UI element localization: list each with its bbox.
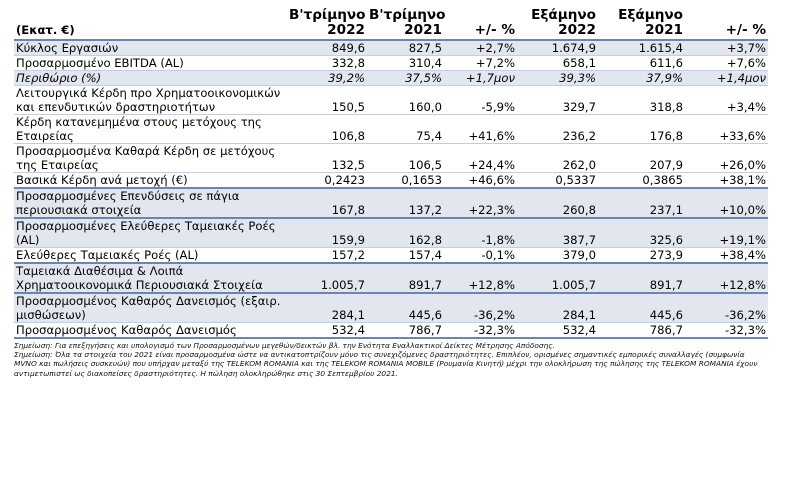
cell-change: +33,6% (719, 129, 766, 143)
cell-value: 106,8 (331, 129, 365, 143)
cell-change: -1,8% (444, 218, 517, 248)
cell-value: 260,8 (517, 188, 598, 218)
cell-value: 176,8 (649, 129, 683, 143)
cell-value: 387,7 (517, 218, 598, 248)
row-label: Βασικά Κέρδη ανά μετοχή (€) (16, 173, 188, 187)
header-q2-2021-line2: 2021 (404, 22, 442, 38)
cell-value: 0,5337 (555, 173, 596, 187)
header-h-change (685, 8, 768, 40)
row-label: Κέρδη κατανεμημένα στους μετόχους της Εταιρείας (16, 115, 262, 143)
cell-value: 157,2 (331, 248, 365, 262)
cell-value: 786,7 (649, 323, 683, 337)
cell-value: 39,3% (517, 71, 598, 86)
row-label: Προσαρμοσμένα Καθαρά Κέρδη σε μετόχους της Εταιρείας (16, 144, 276, 172)
table-row (14, 293, 768, 323)
table-row (14, 56, 768, 71)
cell-change: +2,7% (444, 40, 517, 56)
table-row (14, 263, 768, 293)
header-q2-2022 (287, 8, 367, 40)
cell-value: 329,7 (562, 100, 596, 114)
cell-value: 262,0 (562, 158, 596, 172)
header-h1-2021-line1: Εξάμηνο (618, 7, 683, 23)
cell-value: 827,5 (367, 40, 444, 56)
cell-change: +41,6% (468, 129, 515, 143)
header-q-change-label: +/- % (474, 22, 515, 38)
header-h1-2021 (598, 8, 685, 40)
cell-value: 1.005,7 (287, 263, 367, 293)
cell-change: +22,3% (444, 188, 517, 218)
header-q-change (444, 8, 517, 40)
table-row (14, 40, 768, 56)
cell-change: +26,0% (719, 158, 766, 172)
cell-value: 532,4 (562, 323, 596, 337)
cell-value: 284,1 (517, 293, 598, 323)
cell-value: 611,6 (649, 56, 683, 70)
table-row (14, 86, 768, 115)
row-label: Περιθώριο (%) (14, 71, 287, 86)
table-row (14, 188, 768, 218)
cell-value: 237,1 (598, 188, 685, 218)
cell-value: 1.615,4 (598, 40, 685, 56)
cell-value: 325,6 (598, 218, 685, 248)
header-h-change-label: +/- % (725, 22, 766, 38)
table-row (14, 173, 768, 189)
cell-change: -32,3% (473, 323, 515, 337)
row-label: Ελεύθερες Ταμειακές Ροές (AL) (16, 248, 199, 262)
cell-value: 273,9 (649, 248, 683, 262)
header-q2-2022-line2: 2022 (327, 22, 365, 38)
cell-value: 891,7 (367, 263, 444, 293)
cell-change: +24,4% (468, 158, 515, 172)
row-label: Λειτουργικά Κέρδη προ Χρηματοοικονομικών και επενδυτικών δραστηριοτήτων (16, 86, 281, 114)
cell-change: +19,1% (685, 218, 768, 248)
header-unit-label: (Εκατ. €) (16, 23, 75, 37)
cell-value: 445,6 (367, 293, 444, 323)
cell-value: 658,1 (562, 56, 596, 70)
cell-value: 0,2423 (324, 173, 365, 187)
footnotes (14, 341, 768, 378)
cell-value: 332,8 (331, 56, 365, 70)
cell-change: +38,1% (719, 173, 766, 187)
header-q2-2021 (367, 8, 444, 40)
cell-change: -5,9% (481, 100, 515, 114)
financial-results-table (14, 8, 768, 339)
header-row (14, 8, 768, 40)
cell-value: 75,4 (416, 129, 442, 143)
cell-value: 1.674,9 (517, 40, 598, 56)
table-row (14, 248, 768, 264)
header-q2-2022-line1: Β'τρίμηνο (289, 7, 366, 23)
row-label: Κύκλος Εργασιών (14, 40, 287, 56)
row-label: Προσαρμοσμένες Ελεύθερες Ταμειακές Ροές (AL) (14, 218, 287, 248)
header-q2-2021-line1: Β'τρίμηνο (369, 7, 446, 23)
cell-value: 379,0 (562, 248, 596, 262)
footnote-continuing-operations: Σημείωση: Όλα τα στοιχεία του 2021 είναι προσαρμοσμένα ώστε να αντικατοπτρίζουν μόνο τις συνεχιζόμενες δραστηριότητες. Επιπλέον, ορισμένες σημαντικές εμπορικές συναλλαγές (συμφωνία MVNO και πωλήσεις συσκευών) που υπήρχαν μεταξύ της TELEKOM ROMANIA και της TELEKOM ROMANIA MOBILE (Ρουμανία Κινητή) μέχρι την ολοκλήρωση της πώλησης της TELEKOM ROMANIA έχουν αντιμετωπιστεί ως διακοπείσες δραστηριότητες. Η πώληση ολοκληρώθηκε στις 30 Σεπτεμβρίου 2021. (14, 350, 758, 378)
cell-change: +12,8% (685, 263, 768, 293)
cell-value: 310,4 (408, 56, 442, 70)
cell-value: 106,5 (408, 158, 442, 172)
cell-change: -32,3% (724, 323, 766, 337)
cell-value: 0,1653 (401, 173, 442, 187)
cell-value: 207,9 (649, 158, 683, 172)
row-label: Προσαρμοσμένο EBITDA (AL) (16, 56, 184, 70)
cell-value: 157,4 (408, 248, 442, 262)
cell-change: +1,7μον (444, 71, 517, 86)
cell-value: 37,5% (367, 71, 444, 86)
cell-change: +7,6% (726, 56, 766, 70)
header-h1-2022-line2: 2022 (558, 22, 596, 38)
table-row (14, 323, 768, 339)
results-table-container (14, 8, 768, 378)
cell-change: +12,8% (444, 263, 517, 293)
cell-change: +46,6% (468, 173, 515, 187)
cell-value: 318,8 (649, 100, 683, 114)
cell-change: +3,7% (685, 40, 768, 56)
row-label: Προσαρμοσμένος Καθαρός Δανεισμός (εξαιρ. μισθώσεων) (14, 293, 287, 323)
cell-change: -0,1% (481, 248, 515, 262)
header-unit (14, 8, 287, 40)
cell-value: 159,9 (287, 218, 367, 248)
cell-change: +3,4% (726, 100, 766, 114)
table-row (14, 144, 768, 173)
row-label: Προσαρμοσμένος Καθαρός Δανεισμός (16, 323, 237, 337)
cell-change: -36,2% (444, 293, 517, 323)
header-h1-2022 (517, 8, 598, 40)
cell-change: +10,0% (685, 188, 768, 218)
cell-value: 162,8 (367, 218, 444, 248)
cell-value: 150,5 (331, 100, 365, 114)
cell-change: +38,4% (719, 248, 766, 262)
cell-change: +1,4μον (685, 71, 768, 86)
row-label: Ταμειακά Διαθέσιμα & Λοιπά Χρηματοοικονομικά Περιουσιακά Στοιχεία (14, 263, 287, 293)
footnote-adjusted-metrics: Σημείωση: Για επεξηγήσεις και υπολογισμό των Προσαρμοσμένων μεγεθών/δεικτών βλ. την Ενότητα Εναλλακτικοί Δείκτες Μέτρησης Απόδοσης. (14, 341, 555, 350)
header-h1-2021-line2: 2021 (645, 22, 683, 38)
cell-value: 132,5 (331, 158, 365, 172)
header-h1-2022-line1: Εξάμηνο (531, 7, 596, 23)
cell-value: 532,4 (331, 323, 365, 337)
cell-value: 0,3865 (642, 173, 683, 187)
cell-change: -36,2% (685, 293, 768, 323)
cell-value: 445,6 (598, 293, 685, 323)
table-row (14, 218, 768, 248)
row-label: Προσαρμοσμένες Επενδύσεις σε πάγια περιουσιακά στοιχεία (14, 188, 287, 218)
cell-value: 37,9% (598, 71, 685, 86)
table-row (14, 115, 768, 144)
cell-value: 891,7 (598, 263, 685, 293)
table-row (14, 71, 768, 86)
cell-value: 284,1 (287, 293, 367, 323)
cell-value: 236,2 (562, 129, 596, 143)
cell-value: 137,2 (367, 188, 444, 218)
cell-value: 167,8 (287, 188, 367, 218)
cell-value: 160,0 (408, 100, 442, 114)
cell-value: 786,7 (408, 323, 442, 337)
cell-value: 39,2% (287, 71, 367, 86)
cell-value: 1.005,7 (517, 263, 598, 293)
cell-value: 849,6 (287, 40, 367, 56)
cell-change: +7,2% (475, 56, 515, 70)
